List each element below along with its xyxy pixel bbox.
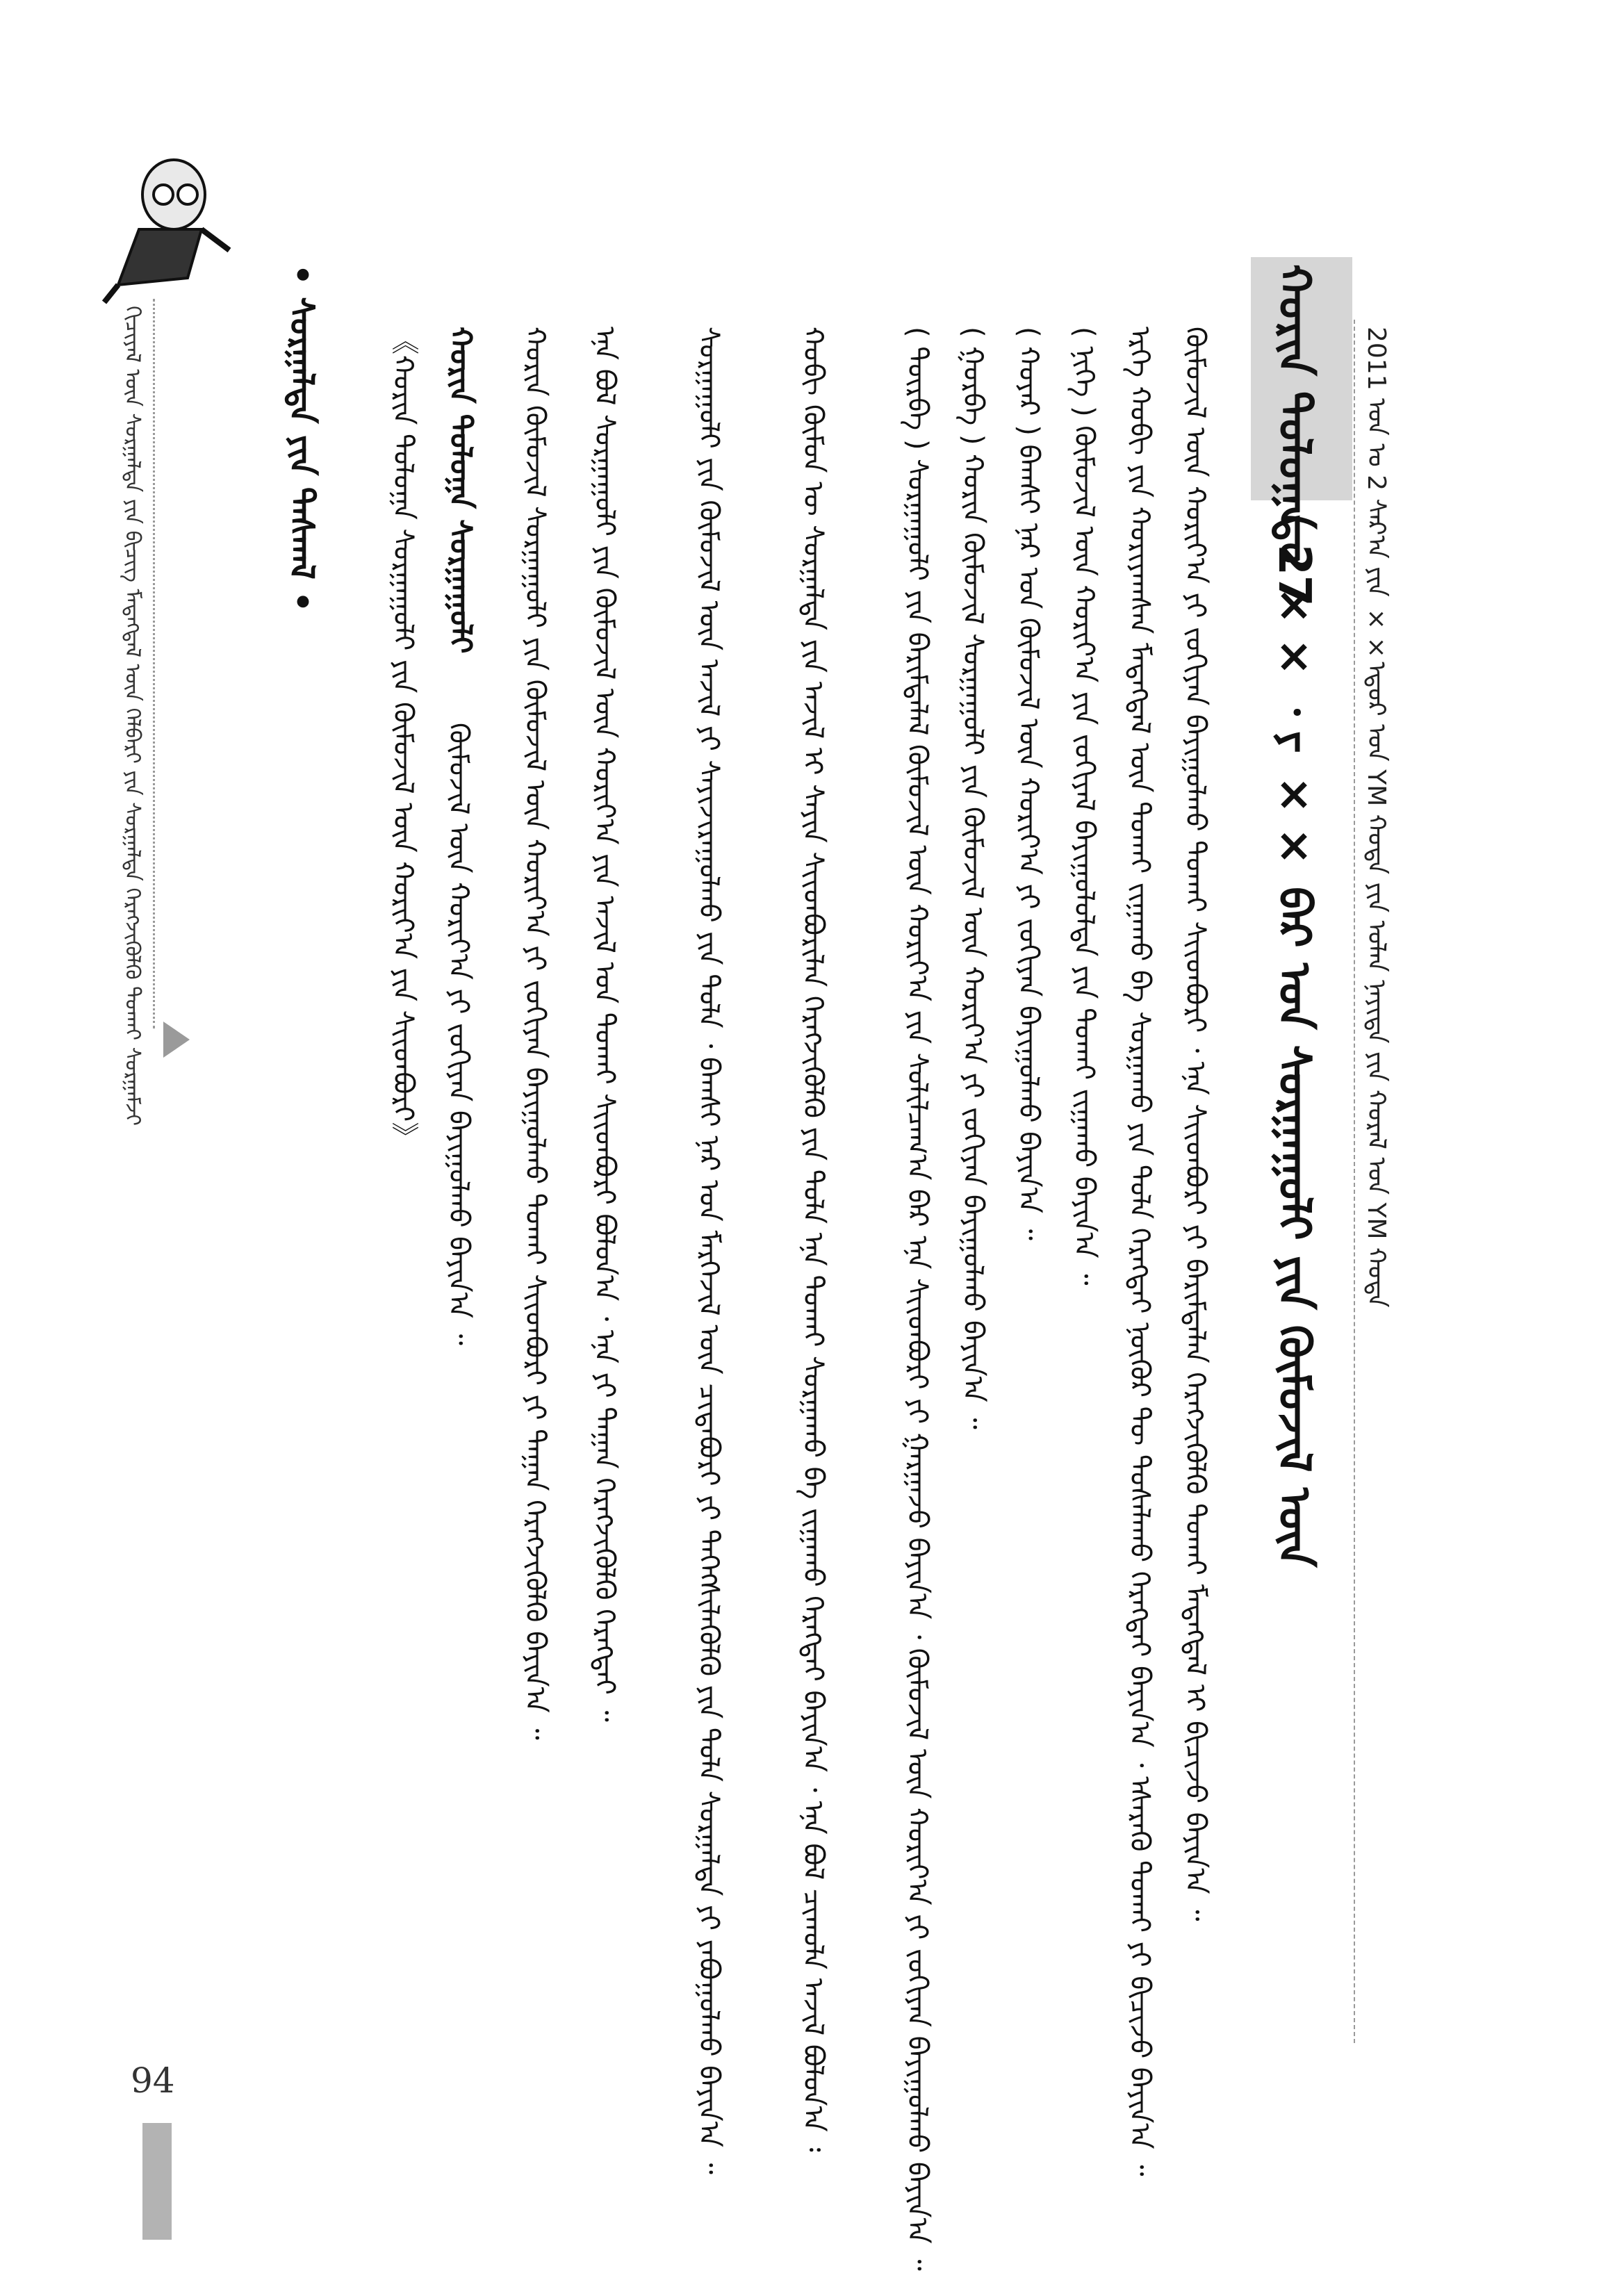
title-boxed-text: ᠬᠣᠷᠢᠨ ᠳᠣᠯᠣᠭᠠ 27 <box>1268 264 1320 607</box>
body-line-10: ᠬᠣᠷᠢᠨ ᠬᠦᠮᠦᠵᠢᠯ ᠰᠤᠷᠭᠠᠭᠤᠯᠢ ᠶᠢᠨ ᠬᠦᠮᠦᠵᠢᠯ ᠦᠨ ᠬᠣᠷᠢᠶ᠎ᠠ ᠶᠢ ᠵᠣᠬᠢᠶᠠᠨ ᠪᠠᠶᠢᠭᠤᠯᠬᠤ ᠲᠤᠬᠠᠢ ᠰᠢᠢᠳᠪᠦᠷᠢ ᠶᠢ ᠳᠠᠭᠠᠨ ᠬᠡᠷᠡᠭᠵᠢᠭᠦᠯᠬᠦ ᠪᠠᠶᠢᠨ᠎ᠠ ᠃ <box>519 327 551 1740</box>
page-title: ᠳᠤ ×× ᠂ ᠶ ×× ᠪᠠᠷ ᠤᠨ ᠰᠤᠷᠭᠠᠭᠤᠯᠢ ᠶᠢᠨ ᠬᠦᠮᠦᠵᠢᠯ ᠦᠨ <box>1268 514 1320 1568</box>
quote-line: 《ᠬᠣᠷᠢᠨ ᠳᠣᠯᠣᠭᠠ ᠰᠤᠷᠭᠠᠭᠤᠯᠢ ᠶᠢᠨ ᠬᠦᠮᠦᠵᠢᠯ ᠦᠨ ᠬᠣᠷᠢᠶ᠎ᠠ ᠶᠢᠨ ᠰᠢᠢᠳᠪᠦᠷᠢ》 <box>387 327 419 1151</box>
arrow-right-icon <box>163 1022 190 1058</box>
body-line-2: ᠡᠷᠬᠡ ᠬᠤᠪᠢ ᠶᠢᠨ ᠬᠣᠷᠢᠶᠠᠭᠰᠠᠨ ᠮᠡᠳᠡᠭᠳᠡᠯ ᠦᠨ ᠲᠤᠬᠠᠢ ᠵᠢᠭᠠᠬᠤ ᠪᠠ ᠰᠤᠷᠭᠠᠬᠤ ᠶᠢᠨ ᠲᠤᠯᠠ ᠬᠡᠷᠡᠭᠲᠡᠢ ᠨᠥᠬᠥᠷ ᠲᠦ ᠲᠤᠰᠠᠯᠠᠬᠤ ᠬᠡᠷᠡᠭᠲᠡᠢ ᠪᠠᠶᠢᠨ᠎ᠠ ᠂ ᠡᠰᠡᠷᠡᠭᠦ ᠲᠤᠬᠠᠢ ᠶᠢ ᠪᠢᠴᠢᠵᠦ ᠪᠠᠶᠢᠨ᠎ᠠ ᠃ <box>1124 327 1156 2176</box>
page-number: 94 <box>131 2060 175 2101</box>
body-line-9: ᠡᠨᠡ ᠪᠣᠯ ᠰᠤᠷᠭᠠᠭᠤᠯᠢ ᠶᠢᠨ ᠬᠦᠮᠦᠵᠢᠯ ᠦᠨ ᠬᠣᠷᠢᠶ᠎ᠠ ᠶᠢᠨ ᠠᠵᠢᠯ ᠤᠨ ᠲᠤᠬᠠᠢ ᠰᠢᠢᠳᠪᠦᠷᠢ ᠪᠣᠯᠤᠨ᠎ᠠ ᠂ ᠡᠨᠡ ᠶᠢ ᠳᠠᠭᠠᠨ ᠬᠡᠷᠡᠭᠵᠢᠭᠦᠯᠬᠦ ᠬᠡᠷᠡᠭᠲᠡᠢ ᠃ <box>589 327 621 1722</box>
side-note: ᠬᠢᠴᠢᠶᠡᠯ ᠦᠨ ᠰᠤᠷᠭᠠᠯᠲᠠ ᠶᠢᠨ ᠪᠢᠴᠢᠭ ᠮᠡᠳᠡᠭᠳᠡᠯ ᠦᠨ ᠬᠡᠯᠪᠡᠷᠢ ᠶᠢᠨ ᠰᠤᠷᠭᠠᠯᠲᠠ ᠬᠡᠷᠡᠭᠵᠢᠭᠦᠯᠬᠦ ᠲᠤᠬᠠᠢ ᠰᠤᠷᠭᠠᠮᠵᠢ <box>120 306 145 1126</box>
mascot-figure <box>90 146 236 306</box>
running-header: 2011 ᠣᠨ ᠤ 2 ᠰᠠᠷ᠎ᠠ ᠶᠢᠨ ××ᠡᠳᠦᠷ ᠤᠨ YM ᠬᠣᠲᠠ ᠶᠢᠨ ᠣᠯᠠᠨ ᠨᠡᠶᠢᠲᠡ ᠶᠢᠨ ᠬᠤᠷᠠᠯ ᠤᠨ YM ᠬᠣᠲᠠ <box>1362 327 1391 1308</box>
bullet-heading: • ᠰᠤᠷᠭᠠᠯᠲᠠ ᠶᠢᠨ ᠳᠠᠰᠬᠠᠯ • <box>282 264 321 613</box>
body-line-3: ( ᠨᠢᠭᠡ ) ᠬᠦᠮᠦᠵᠢᠯ ᠦᠨ ᠬᠣᠷᠢᠶ᠎ᠠ ᠶᠢᠨ ᠵᠣᠬᠢᠶᠠᠯ ᠪᠠᠶᠢᠭᠤᠯᠤᠯᠲᠠ ᠶᠢᠨ ᠲᠤᠬᠠᠢ ᠵᠢᠭᠠᠬᠤ ᠪᠠᠶᠢᠨ᠎ᠠ ᠃ <box>1068 327 1100 1286</box>
signature-bold: ᠬᠣᠷᠢᠨ ᠳᠣᠯᠣᠭᠠ ᠰᠤᠷᠭᠠᠭᠤᠯᠢ <box>443 327 478 654</box>
side-divider <box>153 299 155 1028</box>
body-line-6: ( ᠳᠥᠷᠪᠡ ) ᠰᠤᠷᠭᠠᠭᠤᠯᠢ ᠶᠢᠨ ᠪᠠᠷᠢᠮᠲᠠᠯᠠᠯ ᠬᠦᠮᠦᠵᠢᠯ ᠦᠨ ᠬᠣᠷᠢᠶ᠎ᠠ ᠶᠢᠨ ᠰᠣᠯᠢᠯᠴᠠᠭ᠎ᠠ ᠪᠠᠷ ᠡᠨᠡ ᠰᠢᠢᠳᠪᠦᠷᠢ ᠶᠢ ᠭᠠᠷᠭᠠᠵᠤ ᠪᠠᠶᠢᠨ᠎ᠠ ᠂ ᠬᠦᠮᠦᠵᠢᠯ ᠦᠨ ᠬᠣᠷᠢᠶ᠎ᠠ ᠶᠢ ᠵᠣᠬᠢᠶᠠᠨ ᠪᠠᠶᠢᠭᠤᠯᠬᠤ ᠪᠠᠶᠢᠨ᠎ᠠ ᠃ <box>901 327 933 2271</box>
body-line-1: ᠬᠦᠮᠦᠵᠢᠯ ᠦᠨ ᠬᠣᠷᠢᠶ᠎ᠠ ᠶᠢ ᠵᠣᠬᠢᠶᠠᠨ ᠪᠠᠶᠢᠭᠤᠯᠬᠤ ᠲᠤᠬᠠᠢ ᠰᠢᠢᠳᠪᠦᠷᠢ ᠂ ᠡᠨᠡ ᠰᠢᠢᠳᠪᠦᠷᠢ ᠶᠢ ᠪᠠᠷᠢᠮᠲᠠᠯᠠᠨ ᠬᠡᠷᠡᠭᠵᠢᠭᠦᠯᠬᠦ ᠲᠤᠬᠠᠢ ᠮᠡᠳᠡᠭᠳᠡᠯ ᠢ ᠪᠢᠴᠢᠵᠦ ᠪᠠᠶᠢᠨ᠎ᠠ ᠃ <box>1179 327 1211 1921</box>
signature-text: ᠬᠦᠮᠦᠵᠢᠯ ᠦᠨ ᠬᠣᠷᠢᠶ᠎ᠠ ᠶᠢ ᠵᠣᠬᠢᠶᠠᠨ ᠪᠠᠶᠢᠭᠤᠯᠬᠤ ᠪᠠᠶᠢᠨ᠎ᠠ ᠃ <box>443 723 475 1345</box>
body-line-8: ᠰᠤᠷᠭᠠᠭᠤᠯᠢ ᠶᠢᠨ ᠬᠦᠮᠦᠵᠢᠯ ᠦᠨ ᠠᠵᠢᠯ ᠶᠢ ᠰᠠᠶᠢᠵᠢᠷᠠᠭᠤᠯᠬᠤ ᠶᠢᠨ ᠲᠤᠯᠠ ᠂ ᠪᠠᠭᠰᠢ ᠨᠠᠷ ᠤᠨ ᠮᠡᠷᠭᠡᠵᠢᠯ ᠦᠨ ᠴᠢᠳᠠᠪᠤᠷᠢ ᠶᠢ ᠳᠡᠭᠡᠭᠰᠢᠯᠡᠭᠦᠯᠬᠦ ᠶᠢᠨ ᠲᠤᠯᠠ ᠰᠤᠷᠭᠠᠯᠲᠠ ᠶᠢ ᠶᠠᠪᠤᠭᠤᠯᠬᠤ ᠪᠠᠶᠢᠨ᠎ᠠ ᠃ <box>693 327 725 2174</box>
header-divider <box>1354 320 1355 2043</box>
body-line-4: ( ᠬᠣᠶᠠᠷ ) ᠪᠠᠭᠰᠢ ᠨᠠᠷ ᠤᠨ ᠬᠦᠮᠦᠵᠢᠯ ᠦᠨ ᠬᠣᠷᠢᠶ᠎ᠠ ᠶᠢ ᠵᠣᠬᠢᠶᠠᠨ ᠪᠠᠶᠢᠭᠤᠯᠬᠤ ᠪᠠᠶᠢᠨ᠎ᠠ ᠃ <box>1012 327 1044 1240</box>
body-line-5: ( ᠭᠤᠷᠪᠠ ) ᠬᠣᠷᠢᠨ ᠬᠦᠮᠦᠵᠢᠯ ᠰᠤᠷᠭᠠᠭᠤᠯᠢ ᠶᠢᠨ ᠬᠦᠮᠦᠵᠢᠯ ᠦᠨ ᠬᠣᠷᠢᠶ᠎ᠠ ᠶᠢ ᠵᠣᠬᠢᠶᠠᠨ ᠪᠠᠶᠢᠭᠤᠯᠬᠤ ᠪᠠᠶᠢᠨ᠎ᠠ ᠃ <box>957 327 989 1429</box>
body-line-7: ᠬᠤᠪᠢ ᠬᠦᠮᠦᠨ ᠦ ᠰᠤᠷᠭᠠᠯᠲᠠ ᠶᠢᠨ ᠠᠵᠢᠯ ᠢ ᠰᠠᠶᠢᠨ ᠰᠢᠢᠳᠪᠦᠷᠢᠯᠡᠨ ᠬᠡᠷᠡᠭᠵᠢᠭᠦᠯᠬᠦ ᠶᠢᠨ ᠲᠤᠯᠠ ᠡᠨᠡ ᠲᠤᠬᠠᠢ ᠰᠤᠷᠭᠠᠬᠤ ᠪᠠ ᠵᠢᠭᠠᠬᠤ ᠬᠡᠷᠡᠭᠲᠡᠢ ᠪᠠᠶᠢᠨ᠎ᠠ ᠂ ᠡᠨᠡ ᠪᠣᠯ ᠴᠢᠬᠤᠯᠠ ᠠᠵᠢᠯ ᠪᠣᠯᠤᠨ᠎ᠠ ᠄ <box>797 327 829 2152</box>
mascot-icon <box>90 146 236 306</box>
page-edge-bar <box>142 2123 172 2240</box>
